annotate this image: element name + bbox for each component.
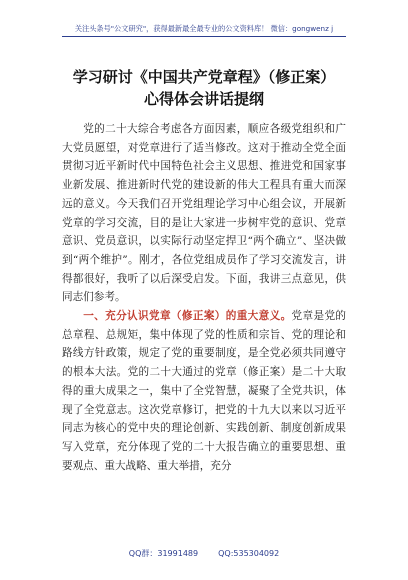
- footer-qq: QQ:535304092: [218, 549, 280, 558]
- section-1-text: 党章是党的总章程、总规矩，集中体现了党的性质和宗旨、党的理论和路线方针政策，规定了党的重要制度，是全党必须共同遵守的根本大法。党的二十大通过的党章（修正案）是二十大取得的重大成果之一，集中了全党智慧，凝聚了全党共识，体现了全党意志。这次党章修订，把党的十九大以来以习近平同志为核心的党中央的理论创新、实践创新、制度创新成果写入党章，充分体现了党的二十大报告确立的重要思想、重要观点、重大战略、重大举措，充分: [62, 310, 347, 472]
- header-notice: 关注头条号"公文研究"，获得最新最全最专业的公文资料库！ 微信：gongwenz j: [62, 22, 346, 37]
- document-body: [62, 120, 346, 475]
- intro-paragraph: 党的二十大综合考虑各方面因素，顺应各级党组织和广大党员愿望，对党章进行了适当修改。这对于推动全党全面贯彻习近平新时代中国特色社会主义思想、推进党和国家事业新发展、推进新时代党的建设新的伟大工程具有重大而深远的意义。今天我们召开党组理论学习中心组会议，开展新党章的学习交流，目的是让大家进一步树牢党的意识、党章意识、党员意识，以实际行动坚定捍卫“两个确立”、坚决做到“两个维护”。刚才，各位党组成员作了学习交流发言，讲得都很好，我听了以后深受启发。下面，我讲三点意见，供同志们参考。: [62, 123, 346, 304]
- document-title-line1: 学习研讨《中国共产党章程》（修正案）: [72, 68, 336, 86]
- section-1-heading: 一、充分认识党章（修正案）的重大意义。: [83, 310, 292, 323]
- document-title-line2: 心得体会讲话提纲: [143, 90, 264, 108]
- footer-qq-group: QQ群：31991489: [128, 549, 199, 558]
- footer-contact: [0, 548, 408, 559]
- section-1-paragraph: [62, 307, 346, 475]
